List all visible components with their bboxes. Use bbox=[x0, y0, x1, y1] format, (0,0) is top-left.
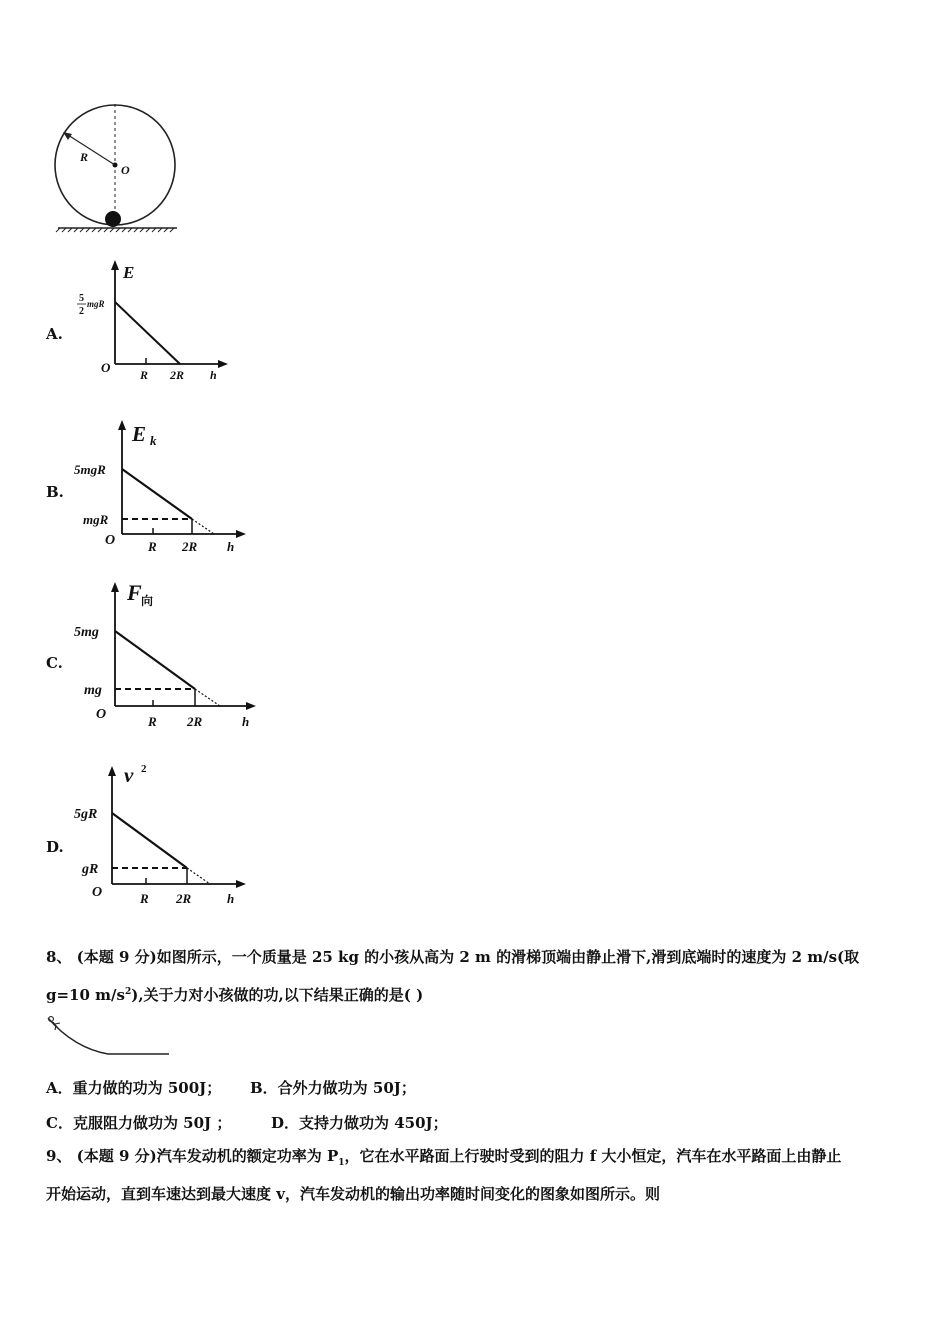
origin-label: O bbox=[96, 707, 107, 722]
x-axis-label: h bbox=[227, 539, 235, 554]
question-9-line1-a: 9、 (本题 9 分)汽车发动机的额定功率为 P bbox=[46, 1147, 339, 1165]
x-tick-2r: 2R bbox=[187, 714, 203, 729]
option-8b[interactable]: B．合外力做功为 50J； bbox=[250, 1079, 416, 1097]
y-top-label: 5gR bbox=[74, 807, 98, 822]
option-8a[interactable]: A．重力做的功为 500J； bbox=[46, 1079, 222, 1097]
origin-label: O bbox=[92, 885, 103, 900]
y-value-denominator: 2 bbox=[79, 306, 84, 317]
x-tick-r: R bbox=[148, 539, 157, 554]
option-a-letter[interactable]: A. bbox=[46, 325, 63, 343]
x-axis-label: h bbox=[227, 891, 235, 906]
slide-figure bbox=[44, 1012, 174, 1058]
y-top-label: 5mg bbox=[74, 625, 99, 640]
question-8-line1: 8、 (本题 9 分)如图所示，一个质量是 25 kg 的小孩从高为 2 m 的滑梯顶端由静止滑下,滑到底端时的速度为 2 m/s(取 bbox=[46, 948, 860, 966]
x-axis-label: h bbox=[210, 368, 217, 382]
option-d-letter[interactable]: D. bbox=[46, 838, 64, 856]
option-c-graph bbox=[70, 578, 270, 728]
x-tick-r: R bbox=[148, 714, 157, 729]
y-axis-label: v bbox=[124, 763, 134, 787]
y-low-label: mgR bbox=[83, 512, 109, 527]
y-top-label: 5mgR bbox=[74, 462, 106, 477]
option-b-letter[interactable]: B. bbox=[46, 483, 64, 501]
question-9-line1 bbox=[46, 1145, 841, 1168]
question-9-line1-b: ，它在水平路面上行驶时受到的阻力 f 大小恒定，汽车在水平路面上由静止 bbox=[344, 1147, 842, 1165]
center-label: O bbox=[121, 163, 130, 177]
y-axis-label: E bbox=[132, 422, 147, 446]
option-a-graph bbox=[70, 258, 230, 388]
question-8-line2-a: g=10 m/s bbox=[46, 986, 125, 1004]
question-8-line2-b: ),关于力对小孩做的功,以下结果正确的是( ) bbox=[131, 986, 424, 1004]
y-axis-subscript: k bbox=[150, 433, 157, 448]
option-b-graph bbox=[70, 418, 260, 558]
circle-figure bbox=[50, 98, 190, 238]
x-tick-2r: 2R bbox=[170, 368, 185, 382]
option-8c[interactable]: C．克服阻力做功为 50J ； bbox=[46, 1114, 232, 1132]
y-axis-superscript: 2 bbox=[141, 763, 147, 775]
y-value-label: mgR bbox=[87, 299, 105, 309]
y-axis-label: E bbox=[123, 263, 135, 282]
x-tick-r: R bbox=[140, 368, 149, 382]
y-axis-subscript: 向 bbox=[141, 594, 154, 608]
option-c-letter[interactable]: C. bbox=[46, 654, 63, 672]
x-tick-r: R bbox=[140, 891, 149, 906]
option-8d[interactable]: D．支持力做功为 450J； bbox=[271, 1114, 448, 1132]
origin-label: O bbox=[101, 360, 111, 375]
y-axis-label: F bbox=[127, 580, 142, 605]
x-axis-label: h bbox=[242, 714, 250, 729]
y-low-label: mg bbox=[84, 683, 102, 698]
y-value-numerator: 5 bbox=[79, 293, 84, 304]
question-9-line2: 开始运动，直到车速达到最大速度 v，汽车发动机的输出功率随时间变化的图象如图所示。则 bbox=[46, 1185, 660, 1203]
x-tick-2r: 2R bbox=[182, 539, 198, 554]
option-d-graph bbox=[70, 758, 260, 908]
question-9-line1-sub: 1 bbox=[338, 1158, 345, 1168]
x-tick-2r: 2R bbox=[176, 891, 192, 906]
question-8-line2 bbox=[46, 984, 423, 1005]
origin-label: O bbox=[105, 533, 116, 548]
radius-label: R bbox=[80, 150, 89, 164]
y-low-label: gR bbox=[82, 862, 99, 877]
question-8-line2-sup: 2 bbox=[124, 987, 132, 997]
